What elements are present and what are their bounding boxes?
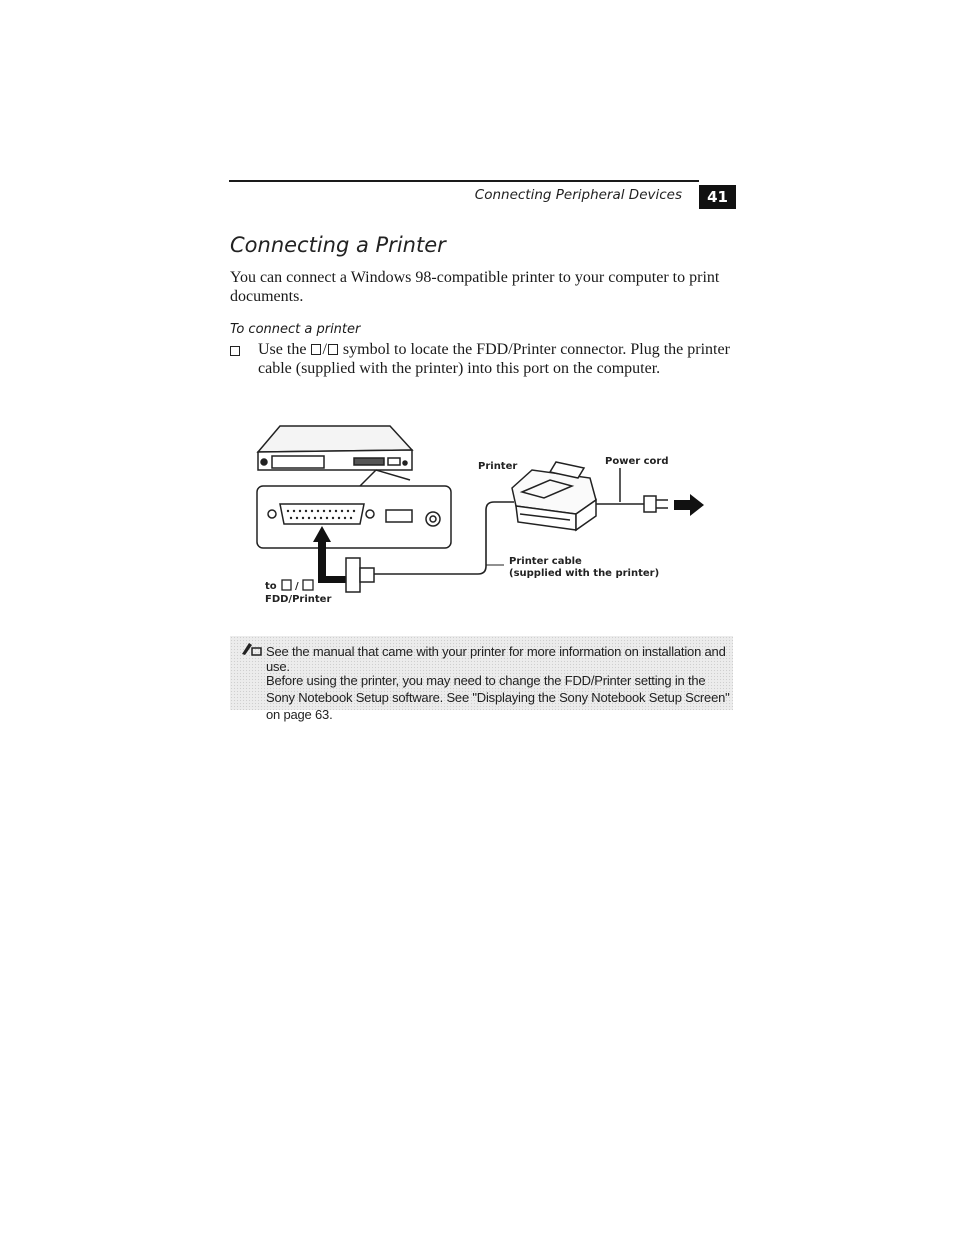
cable-plug	[346, 558, 374, 592]
power-cord	[596, 468, 668, 512]
connector-panel-closeup	[257, 486, 451, 548]
section-title: Connecting a Printer	[230, 233, 446, 257]
port-label-prefix: to	[265, 581, 277, 592]
insertion-arrow-icon	[313, 526, 348, 583]
power-outlet-arrow-icon	[674, 494, 704, 516]
printer-cable-note: (supplied with the printer)	[509, 568, 660, 579]
power-cord-label: Power cord	[605, 456, 669, 467]
note-line-1: See the manual that came with your printer for more information on installation and use.	[266, 644, 726, 674]
fdd-symbol-small-icon	[282, 580, 291, 590]
checkbox-bullet-icon	[230, 346, 240, 356]
printer-illustration	[512, 462, 596, 530]
page-number: 41	[699, 185, 736, 209]
note-pencil-icon	[240, 640, 262, 656]
procedure-title: To connect a printer	[230, 322, 361, 337]
intro-paragraph: You can connect a Windows 98-compatible printer to your computer to print documents.	[230, 269, 720, 305]
fdd-printer-label: FDD/Printer	[265, 594, 332, 605]
printer-symbol-small-icon	[303, 580, 313, 590]
step-text: Use the / symbol to locate the FDD/Printer connector. Plug the printer cable (supplied with the printer) into this port on the computer.	[258, 341, 730, 377]
note-line-2: Before using the printer, you may need to change the FDD/Printer setting in the Sony Notebook Setup software. See "Displaying the Sony Notebook Setup Screen" on page 63.	[266, 673, 730, 722]
printer-connection-diagram	[250, 418, 720, 614]
printer-symbol-icon	[328, 344, 338, 355]
printer-cable	[374, 502, 514, 574]
laptop-illustration	[258, 426, 412, 486]
header-rule	[229, 180, 699, 182]
printer-label: Printer	[478, 461, 518, 472]
port-label-separator: /	[295, 581, 299, 592]
running-title: Connecting Peripheral Devices	[474, 187, 682, 203]
note-box	[230, 636, 733, 722]
printer-cable-label: Printer cable	[509, 556, 582, 567]
fdd-symbol-icon	[311, 344, 321, 355]
